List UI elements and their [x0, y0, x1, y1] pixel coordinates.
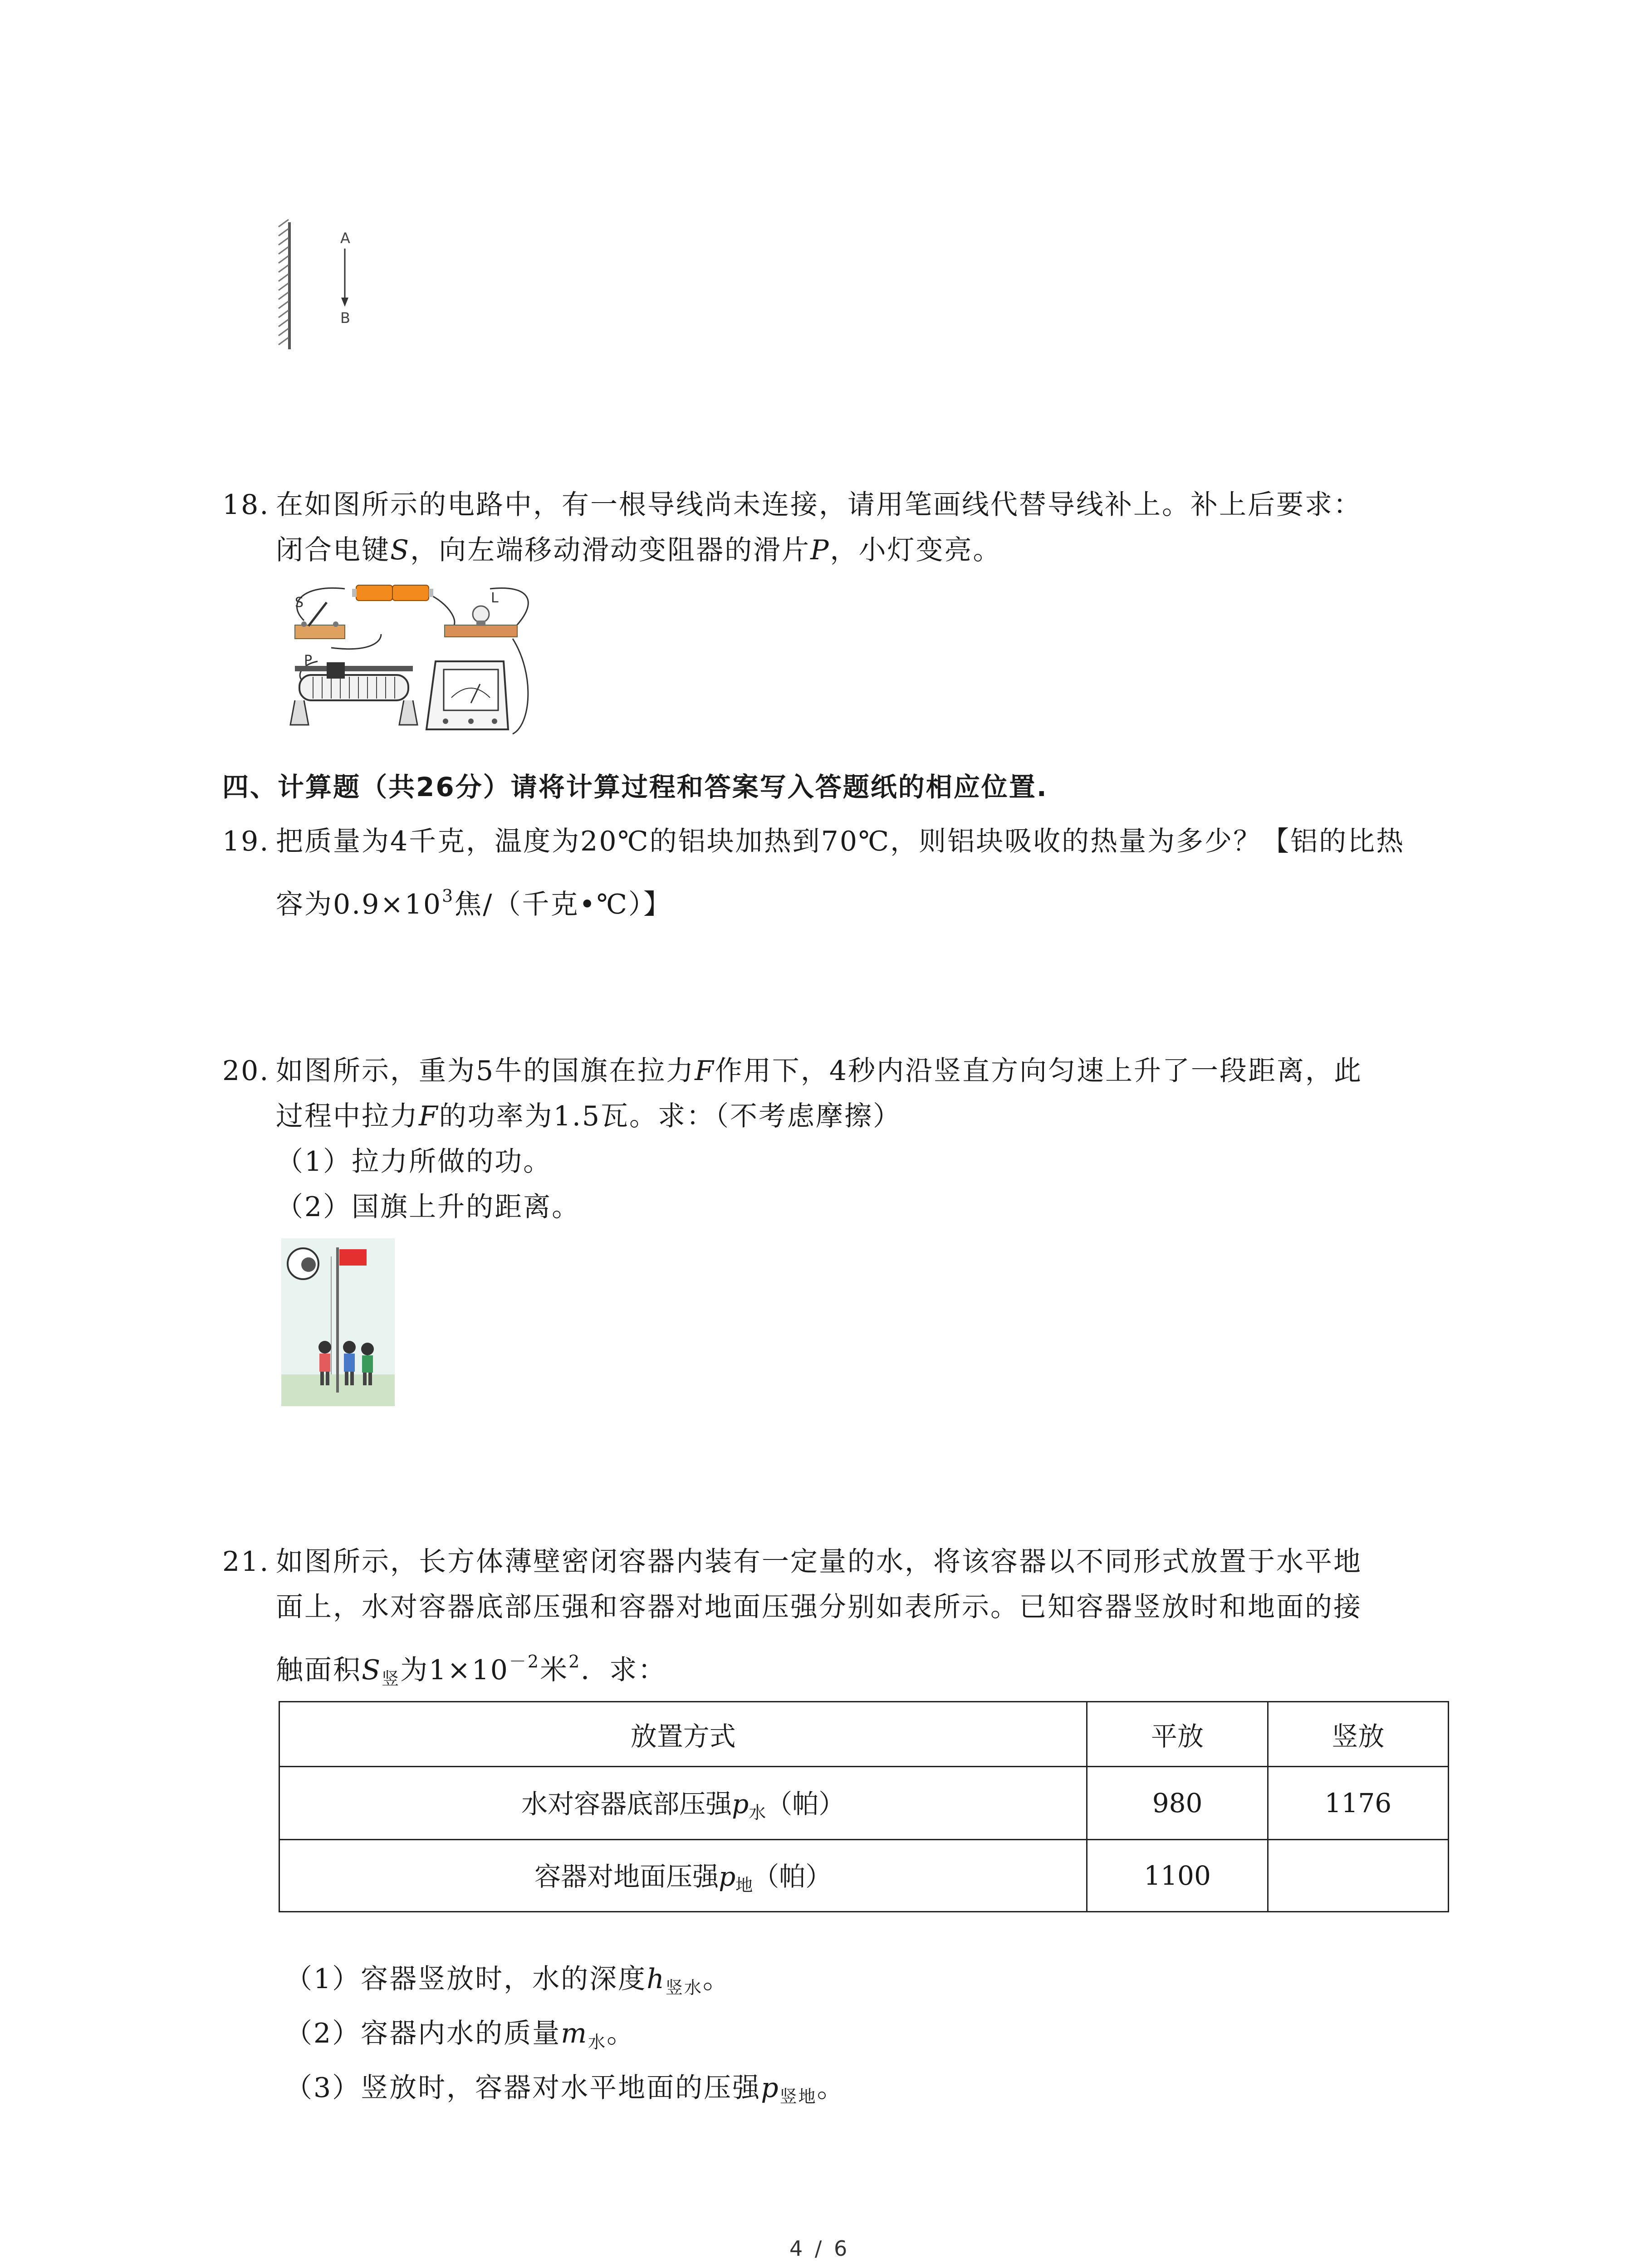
row1-flat-value: 980 [1087, 1767, 1268, 1840]
q21-line1: 21. 如图所示，长方体薄壁密闭容器内装有一定量的水，将该容器以不同形式放置于水平地 [222, 1541, 1362, 1582]
q18-line2: 闭合电键S，向左端移动滑动变阻器的滑片P，小灯变亮。 [276, 534, 1002, 566]
row1-label: 水对容器底部压强$p_水$（帕） [279, 1767, 1087, 1840]
q20-line2: 过程中拉力F的功率为1.5瓦。求：（不考虑摩擦） [276, 1100, 902, 1132]
row1-upright-value: 1176 [1268, 1767, 1448, 1840]
q19-number: 19. [222, 826, 270, 857]
circuit-figure [277, 575, 540, 748]
battery [352, 585, 433, 601]
q21-number: 21. [222, 1546, 270, 1578]
label-s: S [295, 595, 304, 611]
q21-line2: 面上，水对容器底部压强和容器对地面压强分别如表所示。已知容器竖放时和地面的接 [276, 1591, 1362, 1623]
label-a: A [340, 230, 350, 247]
ammeter [426, 661, 508, 729]
q21-line3: 触面积$S_竖$为$1\times 10^{-2}$米$^2$．求： [276, 1652, 667, 1689]
label-p: P [304, 653, 313, 669]
children [318, 1341, 374, 1385]
q20-line1: 20. 如图所示，重为5牛的国旗在拉力F作用下，4秒内沿竖直方向匀速上升了一段距离，此 [222, 1051, 1362, 1091]
q20-sub2: （2）国旗上升的距离。 [276, 1191, 581, 1223]
table-header-row [279, 1702, 1449, 1767]
flag-figure [281, 1238, 395, 1406]
row2-label: 容器对地面压强$p_地$（帕） [279, 1840, 1087, 1912]
table-row [279, 1767, 1449, 1840]
header-upright: 竖放 [1268, 1702, 1448, 1767]
header-placement: 放置方式 [279, 1702, 1087, 1767]
table-row [279, 1840, 1449, 1912]
q21-sub1: （1）容器竖放时，水的深度$h_{竖水}$。 [285, 1963, 731, 1998]
lamp [445, 606, 517, 637]
mirror-figure [272, 218, 381, 354]
label-l: L [491, 590, 499, 606]
section4-heading: 四、计算题（共26分）请将计算过程和答案写入答题纸的相应位置. [222, 772, 1048, 802]
pressure-table [279, 1701, 1449, 1912]
rheostat [290, 662, 417, 725]
row2-upright-value [1268, 1840, 1448, 1912]
q20-sub1: （1）拉力所做的功。 [276, 1146, 552, 1178]
q21-sub3: （3）竖放时，容器对水平地面的压强$p_{竖地}$。 [285, 2072, 846, 2107]
q21-sub2: （2）容器内水的质量$m_水$。 [285, 2018, 636, 2052]
q20-number: 20. [222, 1055, 270, 1087]
q18-number: 18. [222, 489, 270, 521]
q19-line2: 容为$0.9\times 10^3$焦/（千克•℃）】 [276, 886, 672, 920]
q18-line1: 18. 在如图所示的电路中，有一根导线尚未连接，请用笔画线代替导线补上。补上后要求： [222, 484, 1362, 525]
label-b: B [340, 309, 350, 327]
q19-line1: 19. 把质量为4千克，温度为20℃的铝块加热到70℃，则铝块吸收的热量为多少？【铝的比热 [222, 821, 1405, 862]
page-number: 4 / 6 [789, 2236, 850, 2261]
header-flat: 平放 [1087, 1702, 1268, 1767]
row2-flat-value: 1100 [1087, 1840, 1268, 1912]
